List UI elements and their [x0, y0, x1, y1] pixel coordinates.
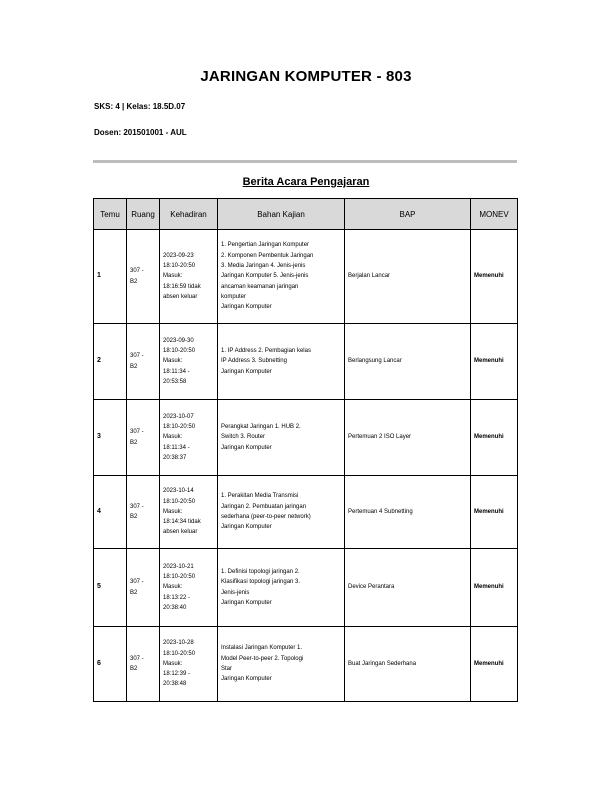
cell-monev: Memenuhi: [471, 230, 518, 324]
cell-monev: Memenuhi: [471, 627, 518, 702]
cell-temu: 5: [94, 549, 127, 627]
cell-bahan-kajian: 1. Perakitan Media Transmisi Jaringan 2. Pembuatan jaringan sederhana (peer-to-peer network) Jaringan Komputer: [218, 476, 345, 549]
cell-monev: Memenuhi: [471, 400, 518, 476]
cell-ruang: 307 - B2: [127, 324, 160, 400]
sks-kelas-line: SKS: 4 | Kelas: 18.5D.07: [94, 102, 186, 111]
table-row: [94, 627, 518, 702]
table-row: [94, 400, 518, 476]
cell-kehadiran: 2023-10-07 18:10-20:50 Masuk: 18:11:34 - 20:38:37: [160, 400, 218, 476]
cell-bap: Pertemuan 2 ISO Layer: [345, 400, 471, 476]
cell-bap: Berlangsung Lancar: [345, 324, 471, 400]
cell-bahan-kajian: Instalasi Jaringan Komputer 1. Model Peer-to-peer 2. Topologi Star Jaringan Komputer: [218, 627, 345, 702]
cell-temu: 1: [94, 230, 127, 324]
cell-ruang: 307 - B2: [127, 627, 160, 702]
header-bahan-kajian: Bahan Kajian: [218, 199, 345, 230]
cell-temu: 3: [94, 400, 127, 476]
header-bap: BAP: [345, 199, 471, 230]
cell-bap: Pertemuan 4 Subnetting: [345, 476, 471, 549]
cell-ruang: 307 - B2: [127, 230, 160, 324]
cell-kehadiran: 2023-10-28 18:10-20:50 Masuk: 18:12:39 - 20:38:48: [160, 627, 218, 702]
cell-kehadiran: 2023-10-14 18:10-20:50 Masuk: 18:14:34 tidak absen keluar: [160, 476, 218, 549]
horizontal-divider: [93, 160, 517, 163]
cell-temu: 4: [94, 476, 127, 549]
cell-bahan-kajian: 1. IP Address 2. Pembagian kelas IP Address 3. Subnetting Jaringan Komputer: [218, 324, 345, 400]
cell-temu: 2: [94, 324, 127, 400]
page-title: JARINGAN KOMPUTER - 803: [200, 68, 412, 85]
cell-ruang: 307 - B2: [127, 549, 160, 627]
table-row: [94, 230, 518, 324]
cell-bap: Buat Jaringan Sederhana: [345, 627, 471, 702]
cell-kehadiran: 2023-10-21 18:10-20:50 Masuk: 18:13:22 - 20:38:40: [160, 549, 218, 627]
cell-monev: Memenuhi: [471, 476, 518, 549]
cell-kehadiran: 2023-09-23 18:10-20:50 Masuk: 18:16:59 tidak absen keluar: [160, 230, 218, 324]
cell-bahan-kajian: Perangkat Jaringan 1. HUB 2. Switch 3. Router Jaringan Komputer: [218, 400, 345, 476]
table-row: [94, 476, 518, 549]
cell-kehadiran: 2023-09-30 18:10-20:50 Masuk: 18:11:34 - 20:53:58: [160, 324, 218, 400]
table-header-row: [94, 199, 518, 230]
cell-bap: Berjalan Lancar: [345, 230, 471, 324]
cell-bahan-kajian: 1. Pengertian Jaringan Komputer 2. Komponen Pembentuk Jaringan 3. Media Jaringan 4. Jenis-jenis Jaringan Komputer 5. Jenis-jenis ancaman keamanan jaringan komputer Jaringan Komputer: [218, 230, 345, 324]
bap-table: [93, 198, 518, 702]
table-row: [94, 324, 518, 400]
cell-bahan-kajian: 1. Definisi topologi jaringan 2. Klasifikasi topologi jaringan 3. Jenis-jenis Jaringan Komputer: [218, 549, 345, 627]
cell-monev: Memenuhi: [471, 324, 518, 400]
cell-monev: Memenuhi: [471, 549, 518, 627]
table-row: [94, 549, 518, 627]
header-kehadiran: Kehadiran: [160, 199, 218, 230]
header-temu: Temu: [94, 199, 127, 230]
cell-bap: Device Perantara: [345, 549, 471, 627]
dosen-line: Dosen: 201501001 - AUL: [94, 128, 187, 137]
cell-ruang: 307 - B2: [127, 400, 160, 476]
cell-ruang: 307 - B2: [127, 476, 160, 549]
cell-temu: 6: [94, 627, 127, 702]
header-ruang: Ruang: [127, 199, 160, 230]
header-monev: MONEV: [471, 199, 518, 230]
section-title: Berita Acara Pengajaran: [242, 176, 370, 188]
